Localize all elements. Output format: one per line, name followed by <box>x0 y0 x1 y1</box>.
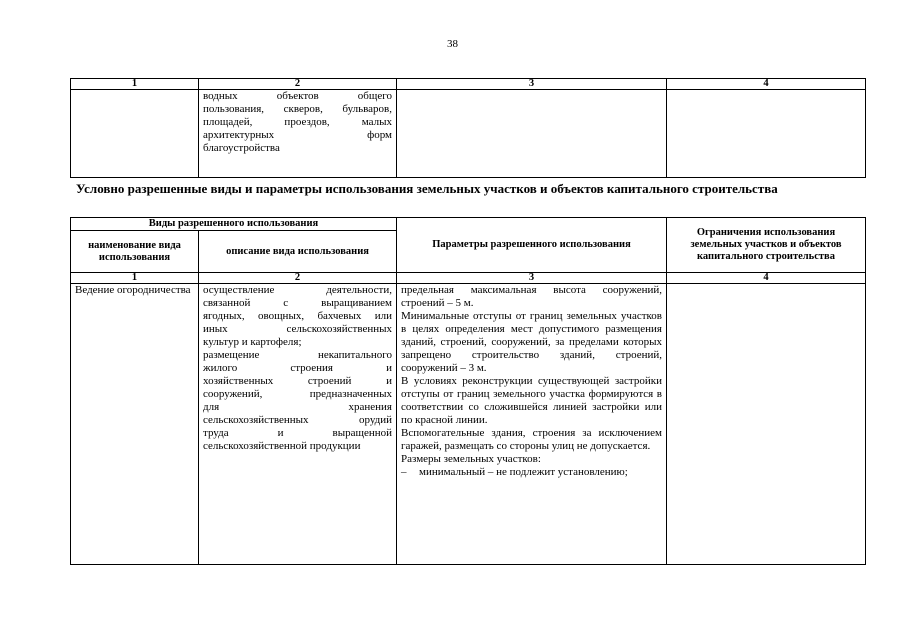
col-number-3: 3 <box>397 79 667 90</box>
desc-line: площадей, проездов, малых <box>203 116 392 128</box>
cell-params <box>397 284 667 565</box>
header-params: Параметры разрешенного использования <box>397 218 667 273</box>
param-auxiliary-buildings: Вспомогательные здания, строения за исключением гаражей, размещать со стороны улиц не допускается. <box>401 427 662 452</box>
col-number-1: 1 <box>71 79 199 90</box>
section-title: Условно разрешенные виды и параметры использования земельных участков и объектов капитального строительства <box>76 181 778 196</box>
desc-line: жилого строения и <box>203 362 392 374</box>
cell-restrictions <box>667 90 866 178</box>
dash-marker: – <box>401 466 407 478</box>
table-row <box>71 284 866 565</box>
desc-line: сельскохозяйственных орудий <box>203 414 392 426</box>
desc-line: осуществление деятельности, <box>203 284 392 296</box>
cell-params <box>397 90 667 178</box>
col-number-2: 2 <box>199 273 397 284</box>
param-max-height: предельная максимальная высота сооружений, строений – 5 м. <box>401 284 662 309</box>
desc-line: для хранения <box>203 401 392 413</box>
column-number-row <box>71 273 866 284</box>
header-name: наименование вида использования <box>71 231 199 273</box>
param-min-size: минимальный – не подлежит установлению; <box>419 466 628 478</box>
desc-line: труда и выращенной <box>203 427 392 439</box>
param-min-setbacks: Минимальные отступы от границ земельных участков в целях определения мест допустимого размещения зданий, строений, сооружений, за пределами которых запрещено строительство зданий, строений, сооружений – 3 м. <box>401 310 662 374</box>
desc-line: сельскохозяйственной продукции <box>203 440 361 452</box>
desc-line: благоустройства <box>203 142 280 154</box>
desc-line: сооружений, предназначенных <box>203 388 392 400</box>
header-description: описание вида использования <box>199 231 397 273</box>
col-number-4: 4 <box>667 273 866 284</box>
param-plot-sizes: Размеры земельных участков: <box>401 453 541 465</box>
header-restrictions: Ограничения использования земельных участков и объектов капитального строительства <box>667 218 866 273</box>
desc-line: размещение некапитального <box>203 349 392 361</box>
desc-line: хозяйственных строений и <box>203 375 392 387</box>
desc-line: связанной с выращиванием <box>203 297 392 309</box>
col-number-2: 2 <box>199 79 397 90</box>
desc-line: иных сельскохозяйственных <box>203 323 392 335</box>
header-row <box>71 218 866 231</box>
cell-description <box>199 284 397 565</box>
desc-line: водных объектов общего <box>203 90 392 102</box>
desc-line: ягодных, овощных, бахчевых или <box>203 310 392 322</box>
cell-description <box>199 90 397 178</box>
desc-line: пользования, скверов, бульваров, <box>203 103 392 115</box>
col-number-1: 1 <box>71 273 199 284</box>
continuation-table <box>70 78 866 178</box>
desc-line: культур и картофеля; <box>203 336 302 348</box>
param-reconstruction: В условиях реконструкции существующей застройки отступы от границ земельного участка формируются в соответствии со сложившейся линией застройки или по красной линии. <box>401 375 662 426</box>
cell-name: Ведение огородничества <box>71 284 199 565</box>
desc-line: архитектурных форм <box>203 129 392 141</box>
col-number-3: 3 <box>397 273 667 284</box>
page-number: 38 <box>447 38 458 50</box>
cell-name <box>71 90 199 178</box>
column-number-row <box>71 79 866 90</box>
param-list-item <box>401 466 662 479</box>
table-row <box>71 90 866 178</box>
header-group-types: Виды разрешенного использования <box>71 218 397 231</box>
conditional-use-table <box>70 217 866 565</box>
cell-restrictions <box>667 284 866 565</box>
col-number-4: 4 <box>667 79 866 90</box>
